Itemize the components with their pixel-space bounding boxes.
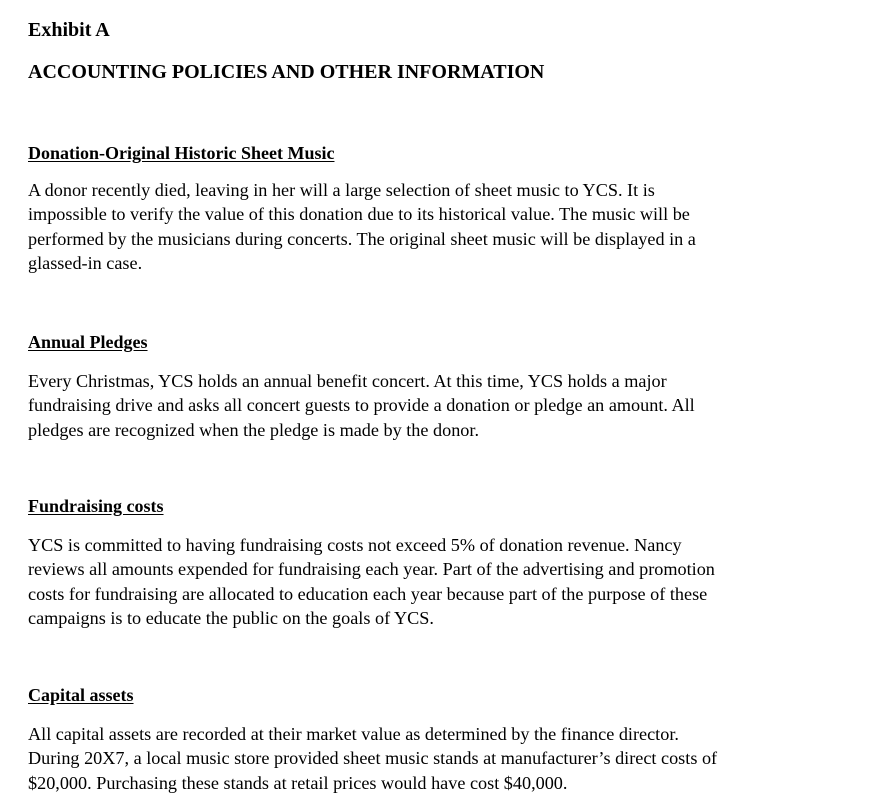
body-line: $20,000. Purchasing these stands at retail prices would have cost $40,000.: [28, 772, 568, 793]
section-body-fundraising-costs: [28, 533, 828, 630]
section-heading-annual-pledges: Annual Pledges: [28, 332, 148, 352]
body-line: A donor recently died, leaving in her will a large selection of sheet music to YCS. It is: [28, 180, 655, 200]
body-line: During 20X7, a local music store provided sheet music stands at manufacturer’s direct costs of: [28, 748, 718, 769]
document-title: ACCOUNTING POLICIES AND OTHER INFORMATION: [28, 61, 545, 83]
section-body-annual-pledges: [28, 369, 828, 442]
body-line: campaigns is to educate the public on the goals of YCS.: [28, 607, 434, 628]
body-line: performed by the musicians during concerts. The original sheet music will be displayed in a: [28, 228, 696, 249]
body-line: pledges are recognized when the pledge is made by the donor.: [28, 419, 479, 440]
section-body-capital-assets: [28, 722, 828, 795]
body-line: Every Christmas, YCS holds an annual benefit concert. At this time, YCS holds a major: [28, 371, 667, 391]
section-heading-fundraising-costs: Fundraising costs: [28, 496, 164, 516]
body-line: All capital assets are recorded at their market value as determined by the finance director.: [28, 724, 679, 744]
section-heading-donation: Donation-Original Historic Sheet Music: [28, 143, 335, 163]
exhibit-label: Exhibit A: [28, 19, 110, 41]
body-line: costs for fundraising are allocated to education each year because part of the purpose of these: [28, 583, 708, 604]
body-line: glassed-in case.: [28, 252, 143, 273]
body-line: impossible to verify the value of this donation due to its historical value. The music will be: [28, 204, 690, 225]
body-line: YCS is committed to having fundraising costs not exceed 5% of donation revenue. Nancy: [28, 535, 682, 555]
body-line: reviews all amounts expended for fundraising each year. Part of the advertising and promotion: [28, 559, 715, 580]
section-body-donation: [28, 178, 828, 275]
body-line: fundraising drive and asks all concert guests to provide a donation or pledge an amount. All: [28, 395, 695, 416]
section-heading-capital-assets: Capital assets: [28, 685, 134, 705]
